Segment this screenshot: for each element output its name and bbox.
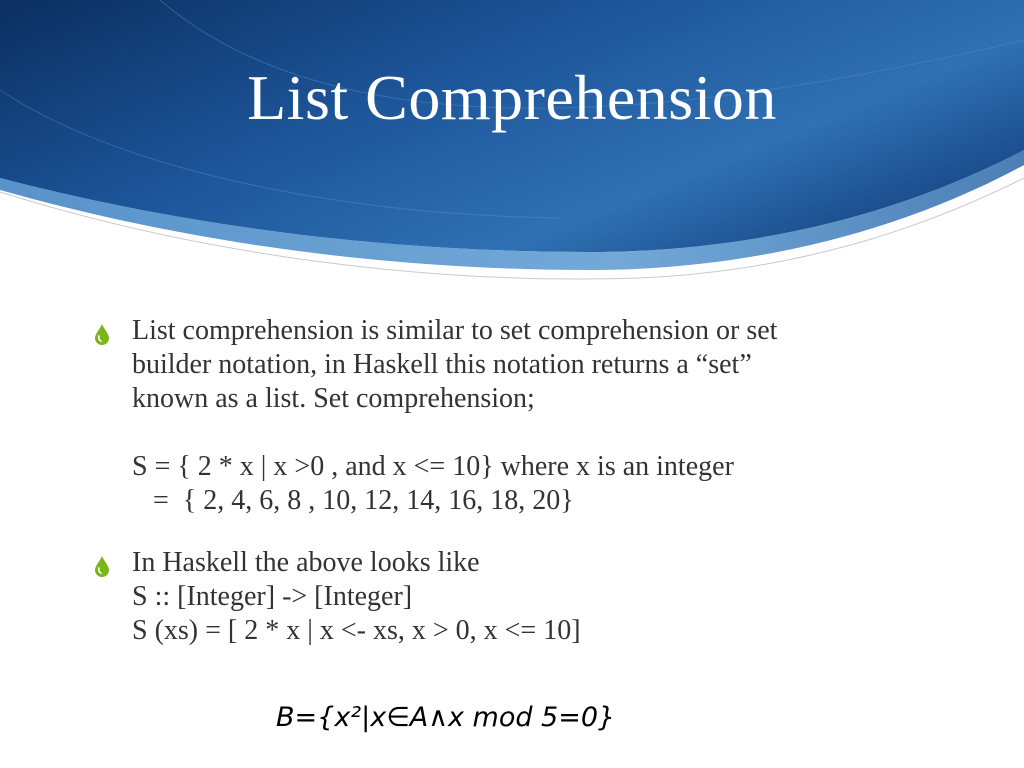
set-result-line: = { 2, 4, 6, 8 , 10, 12, 14, 16, 18, 20} <box>132 485 574 516</box>
spacer <box>132 416 972 450</box>
haskell-definition: S (xs) = [ 2 * x | x <- xs, x > 0, x <= 10] <box>132 615 581 646</box>
math-formula-image: B={x²|x∈A∧x mod 5=0} <box>276 702 616 733</box>
bullet-text-line: known as a list. Set comprehension; <box>132 383 535 414</box>
bullet-text-line: builder notation, in Haskell this notation returns a “set” <box>132 349 752 380</box>
bullet-item-set-comprehension <box>92 314 972 518</box>
slide-title: List Comprehension <box>247 62 777 133</box>
water-drop-icon <box>94 555 110 577</box>
bullet-text-line: List comprehension is similar to set comprehension or set <box>132 315 778 346</box>
bullet-item-haskell <box>92 546 972 648</box>
bullet-text-line: In Haskell the above looks like <box>132 547 480 578</box>
set-definition-line: S = { 2 * x | x >0 , and x <= 10} where x is an integer <box>132 451 734 482</box>
water-drop-icon <box>94 323 110 345</box>
haskell-type-signature: S :: [Integer] -> [Integer] <box>132 581 413 612</box>
header-wave-background <box>0 0 1024 300</box>
slide-body <box>92 314 972 648</box>
